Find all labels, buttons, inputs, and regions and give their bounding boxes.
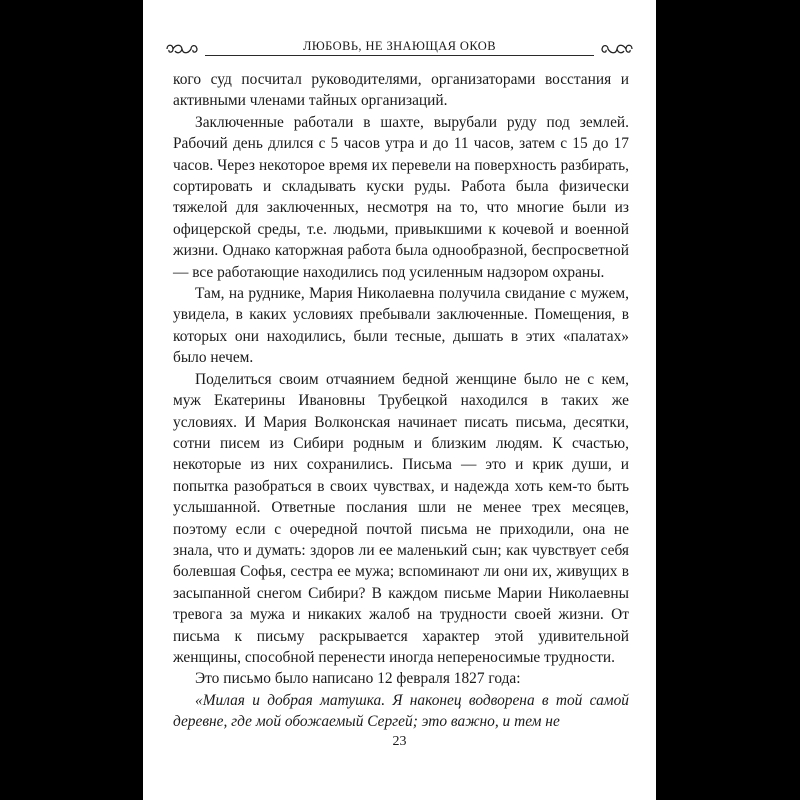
running-header	[163, 38, 636, 60]
book-page	[143, 0, 656, 800]
body-text	[173, 69, 629, 733]
paragraph: Это письмо было написано 12 февраля 1827 года:	[195, 670, 521, 688]
paragraph: Поделиться своим отчаянием бедной женщине было не с кем, муж Екатерины Ивановны Трубецкой находился в таких же условиях. И Мария Волконская начинает писать письма, десятки, сотни писем из Сибири родным и близким людям. К счастью, некоторые из них сохранились. Письма — это и крик души, и попытка разобраться в своих чувствах, и надежда хоть кем-то быть услышанной. Ответные послания шли не менее трех месяцев, поэтому если с очередной почтой письма не приходили, она не знала, что и думать: здоров ли ее маленький сын; как чувствует себя болевшая Софья, сестра ее мужа; вспоминают ли они их, живущих в засыпанной снегом Сибири? В каждом письме Марии Николаевны тревога за мужа и никаких жалоб на трудности своей жизни. От письма к письму раскрывается характер этой удивительной женщины, способной перенести иногда непереносимые трудности.	[173, 370, 629, 666]
paragraph: Там, на руднике, Мария Николаевна получила свидание с мужем, увидела, в каких условиях пребывали заключенные. Помещения, в которых они находились, были тесные, дышать в этих «палатах» было нечем.	[173, 285, 629, 367]
letter-quote: «Милая и добрая матушка. Я наконец водворена в той самой деревне, где мой обожаемый Сергей; это важно, и тем не	[173, 691, 629, 731]
header-title: ЛЮБОВЬ, НЕ ЗНАЮЩАЯ ОКОВ	[303, 39, 496, 53]
header-rule	[205, 55, 594, 56]
paragraph-continued: кого суд посчитал руководителями, организаторами восстания и активными членами тайных организаций.	[173, 71, 629, 110]
page-number: 23	[392, 734, 407, 749]
ornament-right-icon	[600, 42, 634, 56]
paragraph: Заключенные работали в шахте, вырубали руду под землей. Рабочий день длился с 5 часов утра и до 11 часов, затем с 15 до 17 часов. Через некоторое время их перевели на поверхность разбирать, сортировать и складывать куски руды. Работа была физически тяжелой для заключенных, несмотря на то, что многие были из офицерской среды, т.е. людьми, привыкшими к кочевой и военной жизни. Однако каторжная работа была однообразной, беспросветной — все работающие находились под усиленным надзором охраны.	[173, 113, 629, 281]
